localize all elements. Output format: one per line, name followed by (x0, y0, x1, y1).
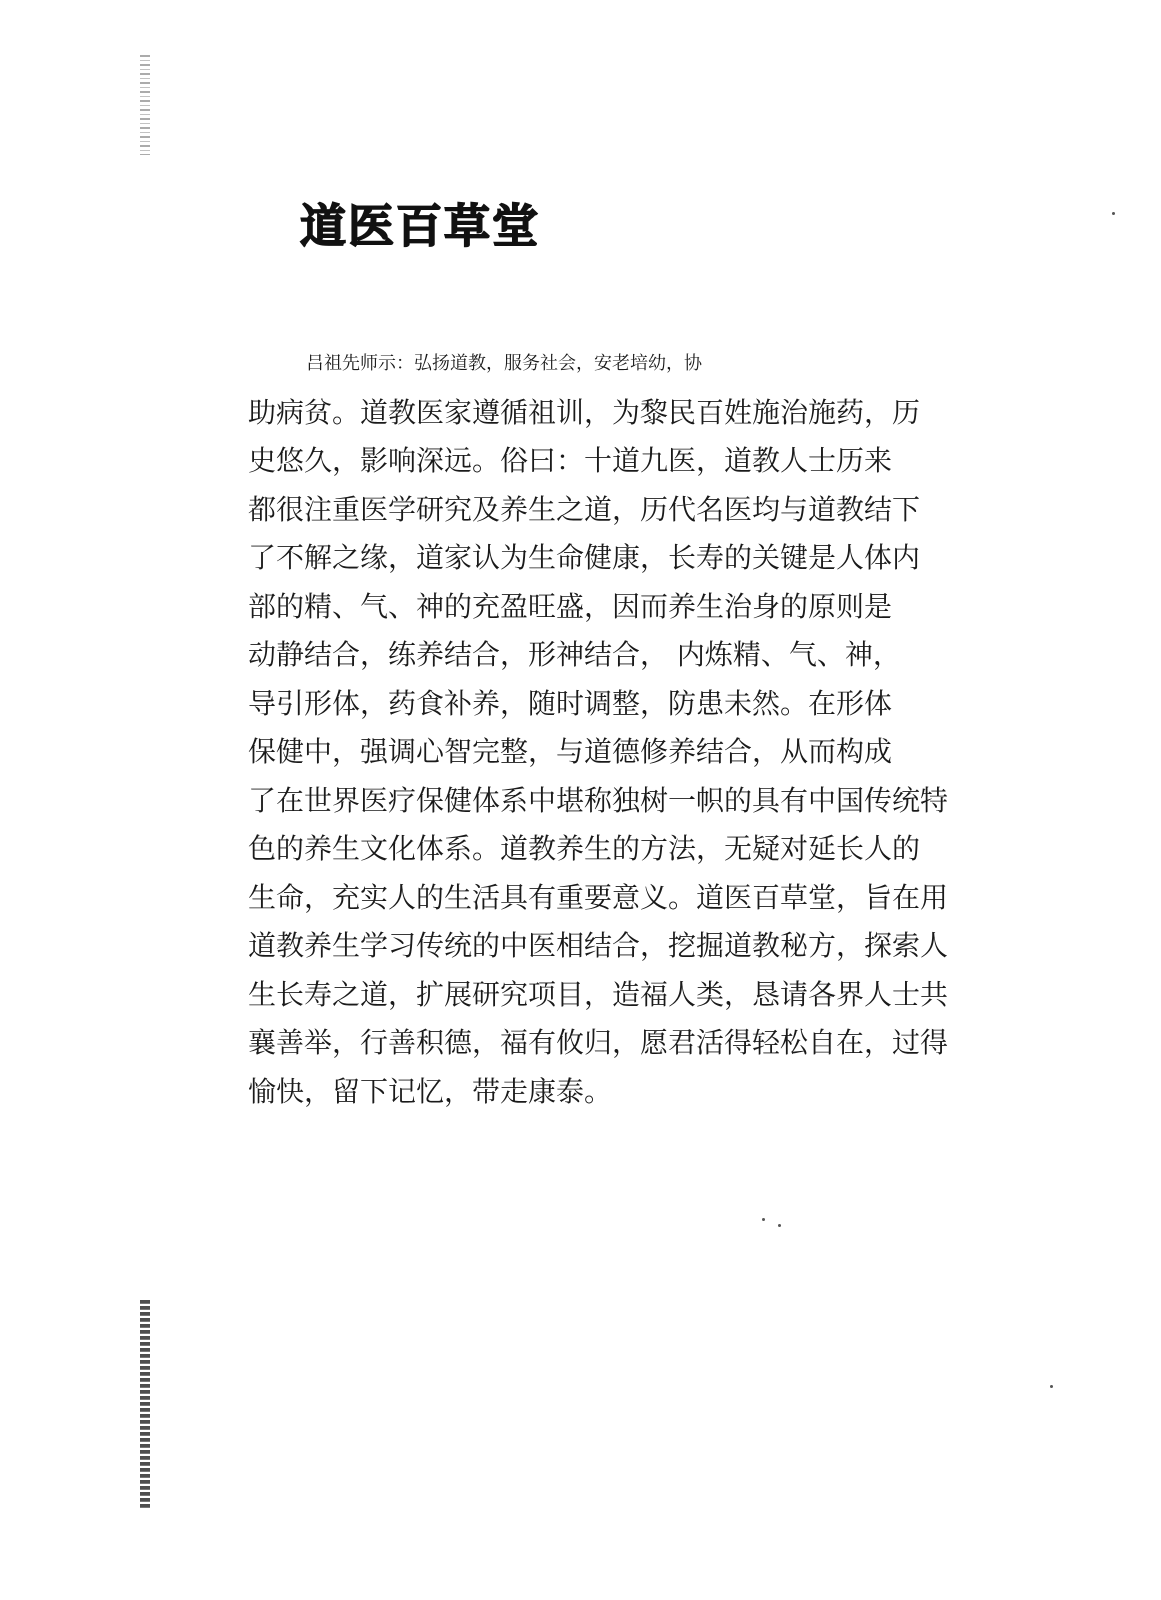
body-paragraph (248, 340, 1048, 1116)
scan-speck (762, 1218, 765, 1221)
scan-speck (1050, 1385, 1053, 1388)
paragraph-line: 部的精、气、神的充盈旺盛，因而养生治身的原则是 (248, 589, 893, 623)
paragraph-line: 吕祖先师示：弘扬道教，服务社会，安老培幼，协 (306, 353, 702, 374)
scan-speck (778, 1224, 781, 1227)
paragraph-line: 襄善举，行善积德，福有攸归，愿君活得轻松自在，过得 (248, 1026, 949, 1059)
paragraph-line: 色的养生文化体系。道教养生的方法，无疑对延长人的 (248, 832, 921, 865)
paragraph-line: 保健中，强调心智完整，与道德修养结合，从而构成 (248, 735, 893, 768)
scan-speck (1112, 212, 1115, 215)
scan-edge-artifact-bottom (140, 1300, 150, 1510)
scan-edge-artifact-top (140, 55, 150, 155)
paragraph-line: 动静结合，练养结合，形神结合， 内炼精、气、神， (248, 638, 901, 671)
paragraph-line: 导引形体，药食补养，随时调整，防患未然。在形体 (248, 686, 893, 720)
paragraph-line: 道教养生学习传统的中医相结合，挖掘道教秘方，探索人 (248, 929, 949, 962)
paragraph-line: 生命，充实人的生活具有重要意义。道医百草堂，旨在用 (248, 880, 949, 914)
paragraph-line: 了在世界医疗保健体系中堪称独树一帜的具有中国传统特 (248, 783, 949, 817)
paragraph-line: 生长寿之道，扩展研究项目，造福人类，恳请各界人士共 (248, 977, 949, 1011)
paragraph-line: 愉快，留下记忆，带走康泰。 (248, 1074, 613, 1108)
paragraph-line: 都很注重医学研究及养生之道，历代名医均与道教结下 (248, 492, 921, 526)
paragraph-line: 了不解之缘，道家认为生命健康，长寿的关键是人体内 (248, 541, 921, 574)
paragraph-line: 助病贫。道教医家遵循祖训，为黎民百姓施治施药，历 (248, 395, 921, 429)
paragraph-line: 史悠久，影响深远。俗曰：十道九医，道教人士历来 (248, 444, 893, 477)
page-title: 道医百草堂 (300, 199, 540, 253)
